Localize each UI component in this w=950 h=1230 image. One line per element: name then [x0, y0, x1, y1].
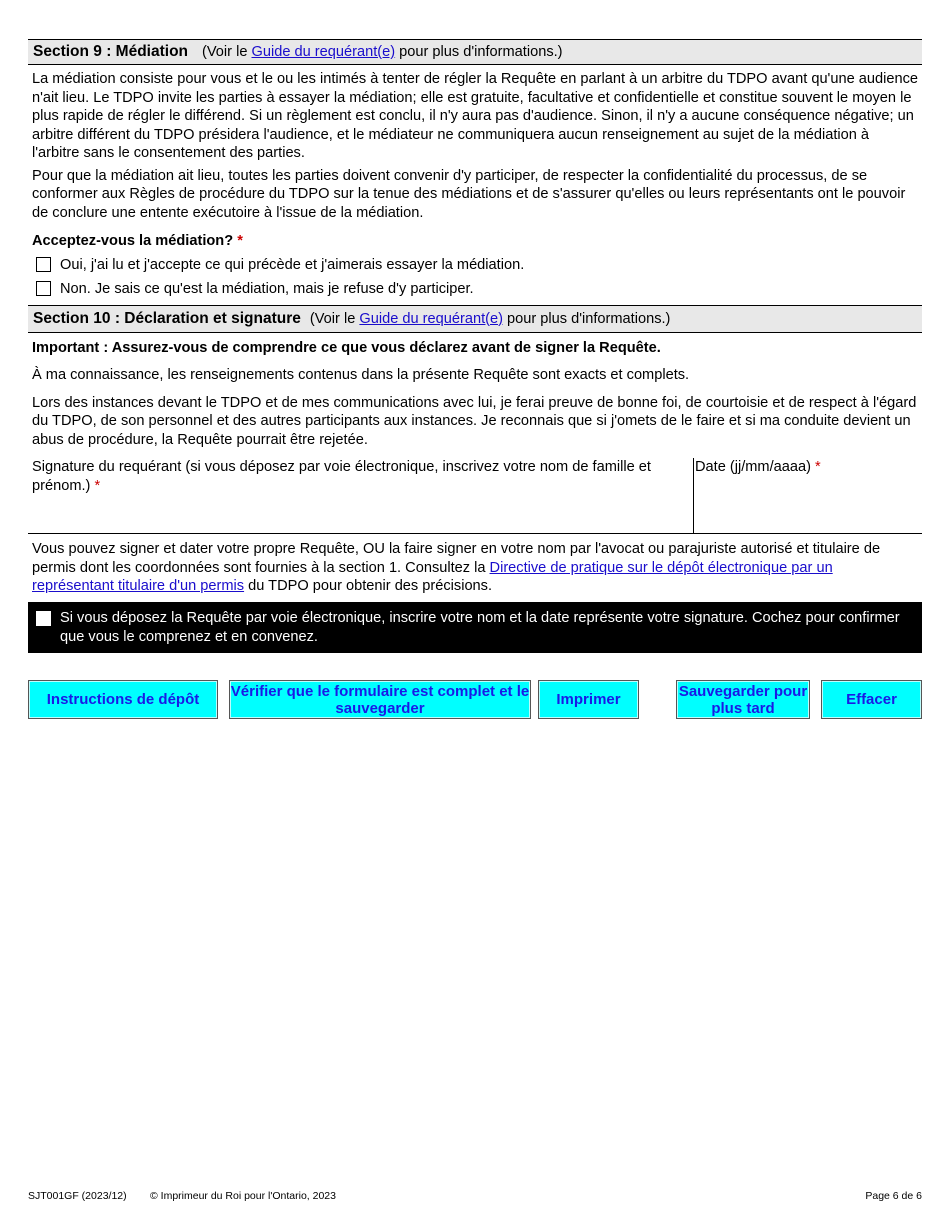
mediation-no-label: Non. Je sais ce qu'est la médiation, mais je refuse d'y participer. — [60, 280, 474, 297]
section9-para1: La médiation consiste pour vous et le ou les intimés à tenter de régler la Requête en parlant à un arbitre du TDPO avant qu'une audience n'ait lieu. Le TDPO invite les parties à essayer la médiation; elle est gratuite, facultative et confidentielle et constitue souvent le moyen le plus rapide de régler le différend. Si un règlement est conclu, il n'y aura pas d'audience. Sinon, il n'y a aucune conséquence négative; un arbitre différent du TDPO présidera l'audience, et le médiateur ne communiquera aucun renseignement au sujet de la médiation à l'arbitre sans le consentement des parties. — [32, 71, 918, 161]
form-page — [28, 39, 922, 653]
section9-para2: Pour que la médiation ait lieu, toutes les parties doivent convenir d'y participer, de respecter la confidentialité du processus, de se conformer aux Règles de procédure du TDPO sur la tenue des médiations et de s'assurer qu'elles ou leurs représentants ont le pouvoir de conclure une entente exécutoire à l'issue de la médiation. — [32, 167, 906, 221]
section10-header — [28, 305, 922, 333]
signature-field[interactable] — [28, 458, 694, 533]
mediation-question: Acceptez-vous la médiation? * — [32, 233, 243, 249]
confirm-text: Si vous déposez la Requête par voie électronique, inscrire votre nom et la date représente votre signature. Cochez pour confirmer que vous le comprenez et en convenez. — [60, 609, 900, 645]
important-notice: Important : Assurez-vous de comprendre ce que vous déclarez avant de signer la Requête. — [32, 339, 661, 356]
section9-guide-link[interactable]: Guide du requérant(e) — [251, 44, 396, 60]
signature-row — [28, 458, 922, 534]
mediation-no-option — [28, 277, 922, 301]
section10-guide-link[interactable]: Guide du requérant(e) — [359, 310, 503, 327]
section10-para1: À ma connaissance, les renseignements contenus dans la présente Requête sont exacts et complets. — [32, 367, 690, 383]
section9-title: Section 9 : Médiation — [33, 43, 189, 60]
practice-direction-link[interactable]: Directive de pratique sur le dépôt électronique par un représentant titulaire d'un permis — [32, 559, 833, 594]
mediation-yes-label: Oui, j'ai lu et j'accepte ce qui précède et j'aimerais essayer la médiation. — [60, 256, 525, 273]
electronic-signature-confirm — [28, 602, 922, 653]
filing-instructions-button[interactable]: Instructions de dépôt — [28, 680, 218, 719]
copyright: © Imprimeur du Roi pour l'Ontario, 2023 — [150, 1190, 336, 1202]
date-field[interactable] — [694, 458, 922, 533]
form-code: SJT001GF (2023/12) — [28, 1190, 127, 1202]
confirm-checkbox[interactable] — [36, 611, 51, 626]
page-number: Page 6 de 6 — [865, 1190, 922, 1202]
date-label: Date (jj/mm/aaaa) * — [695, 459, 821, 475]
section9-header — [28, 39, 922, 65]
save-later-button[interactable]: Sauvegarder pour plus tard — [676, 680, 810, 719]
mediation-yes-checkbox[interactable] — [36, 257, 51, 272]
verify-save-button[interactable]: Vérifier que le formulaire est complet et le sauvegarder — [229, 680, 531, 719]
mediation-no-checkbox[interactable] — [36, 281, 51, 296]
print-button[interactable]: Imprimer — [538, 680, 639, 719]
signature-label: Signature du requérant (si vous déposez par voie électronique, inscrivez votre nom de famille et prénom.) * — [32, 459, 651, 494]
clear-button[interactable]: Effacer — [821, 680, 922, 719]
section10-note: (Voir le Guide du requérant(e) pour plus d'informations.) — [309, 310, 671, 327]
mediation-yes-option — [28, 253, 922, 277]
section10-para2: Lors des instances devant le TDPO et de mes communications avec lui, je ferai preuve de bonne foi, de courtoisie et de respect à l'égard du TDPO, de son personnel et des autres participants aux instances. Je reconnais que si j'omets de le faire et si ma conduite devient un abus de procédure, la Requête pourrait être rejetée. — [32, 394, 917, 448]
section9-note: (Voir le Guide du requérant(e) pour plus d'informations.) — [202, 44, 563, 60]
section10-para3: Vous pouvez signer et dater votre propre Requête, OU la faire signer en votre nom par l'avocat ou parajuriste autorisé et titulaire de permis dont les coordonnées sont fournies à la section 1. Consultez la Directive de pratique sur le dépôt électronique par un représentant titulaire d'un permis du TDPO pour obtenir des précisions. — [32, 541, 881, 594]
section10-title: Section 10 : Déclaration et signature — [33, 309, 301, 327]
